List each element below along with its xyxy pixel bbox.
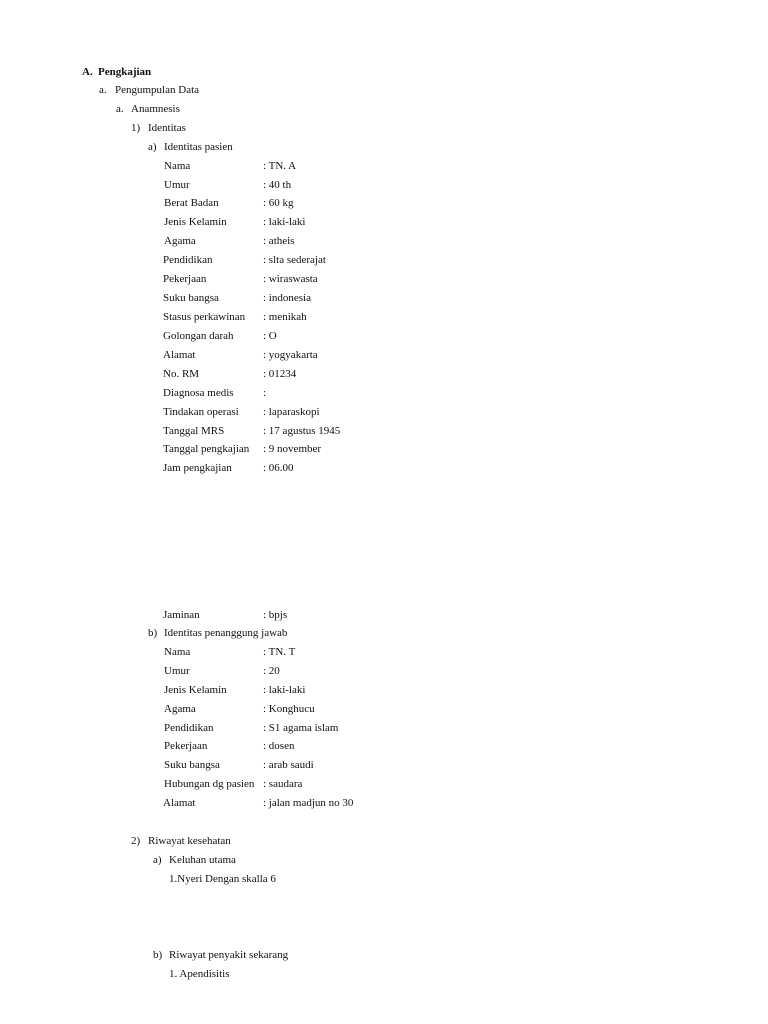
subsubsection-number: a.	[116, 103, 124, 115]
field-value: : 06.00	[263, 462, 294, 474]
field-value: : wiraswasta	[263, 273, 318, 285]
field-value: : 60 kg	[263, 197, 294, 209]
field-value: : 20	[263, 665, 280, 677]
field-value: : dosen	[263, 740, 295, 752]
field-label: Berat Badan	[164, 197, 219, 209]
field-label: Tanggal pengkajian	[163, 443, 250, 455]
field-label: Jam pengkajian	[163, 462, 232, 474]
field-label: Nama	[164, 160, 191, 172]
field-value: : menikah	[263, 311, 307, 323]
field-value: : slta sederajat	[263, 254, 326, 266]
subitem-number: a)	[153, 854, 162, 866]
subsection-number: a.	[99, 84, 107, 96]
field-label: Diagnosa medis	[163, 387, 234, 399]
field-value: : indonesia	[263, 292, 311, 304]
subitem-title: Keluhan utama	[169, 854, 236, 866]
field-value: : S1 agama islam	[263, 722, 339, 734]
field-value: : TN. T	[263, 646, 296, 658]
field-value: : laparaskopi	[263, 406, 320, 418]
field-value: : jalan madjun no 30	[263, 797, 354, 809]
subsection-title: Pengumpulan Data	[115, 84, 200, 96]
field-label: Agama	[164, 703, 196, 715]
field-label: Pekerjaan	[164, 740, 208, 752]
field-label: Jenis Kelamin	[164, 684, 227, 696]
field-label: Pendidikan	[164, 722, 214, 734]
subitem-number: b)	[153, 949, 163, 961]
subitem-number: b)	[148, 627, 158, 639]
item-title: Identitas	[148, 122, 186, 134]
field-label: Stasus perkawinan	[163, 311, 246, 323]
field-value: : yogyakarta	[263, 349, 318, 361]
field-value: : laki-laki	[263, 216, 306, 228]
field-label: Alamat	[163, 797, 196, 809]
field-label: Alamat	[163, 349, 196, 361]
field-value: : 40 th	[263, 179, 292, 191]
field-value: : TN. A	[263, 160, 297, 172]
item-number: 2)	[131, 835, 141, 847]
field-label: Umur	[164, 179, 190, 191]
subsubsection-title: Anamnesis	[131, 103, 180, 115]
field-label: Jaminan	[163, 609, 200, 621]
field-label: Umur	[164, 665, 190, 677]
field-value: :	[263, 387, 267, 399]
field-label: Hubungan dg pasien	[164, 778, 255, 790]
field-label: Suku bangsa	[164, 759, 220, 771]
field-label: Tindakan operasi	[163, 406, 239, 418]
field-value: : atheis	[263, 235, 295, 247]
subitem-number: a)	[148, 141, 157, 153]
item-title: Riwayat kesehatan	[148, 835, 231, 847]
field-value: : saudara	[263, 778, 303, 790]
field-label: Golongan darah	[163, 330, 234, 342]
subitem-content: 1. Apendisitis	[169, 968, 230, 980]
subitem-title: Identitas pasien	[164, 141, 233, 153]
field-value: : O	[263, 330, 277, 342]
subitem-content: 1.Nyeri Dengan skalla 6	[169, 873, 276, 885]
field-value: : bpjs	[263, 609, 288, 621]
field-value: : laki-laki	[263, 684, 306, 696]
field-label: Jenis Kelamin	[164, 216, 227, 228]
field-value: : 9 november	[263, 443, 322, 455]
field-value: : Konghucu	[263, 703, 315, 715]
section-number: A.	[82, 66, 93, 78]
field-label: Pendidikan	[163, 254, 213, 266]
field-value: : arab saudi	[263, 759, 314, 771]
field-label: Tanggal MRS	[163, 425, 225, 437]
field-label: Nama	[164, 646, 191, 658]
section-title: Pengkajian	[98, 66, 152, 78]
field-value: : 17 agustus 1945	[263, 425, 341, 437]
field-label: Pekerjaan	[163, 273, 207, 285]
field-label: No. RM	[163, 368, 200, 380]
subitem-title: Identitas penanggung jawab	[164, 627, 288, 639]
field-label: Agama	[164, 235, 196, 247]
field-value: : 01234	[263, 368, 297, 380]
item-number: 1)	[131, 122, 141, 134]
field-label: Suku bangsa	[163, 292, 219, 304]
subitem-title: Riwayat penyakit sekarang	[169, 949, 289, 961]
